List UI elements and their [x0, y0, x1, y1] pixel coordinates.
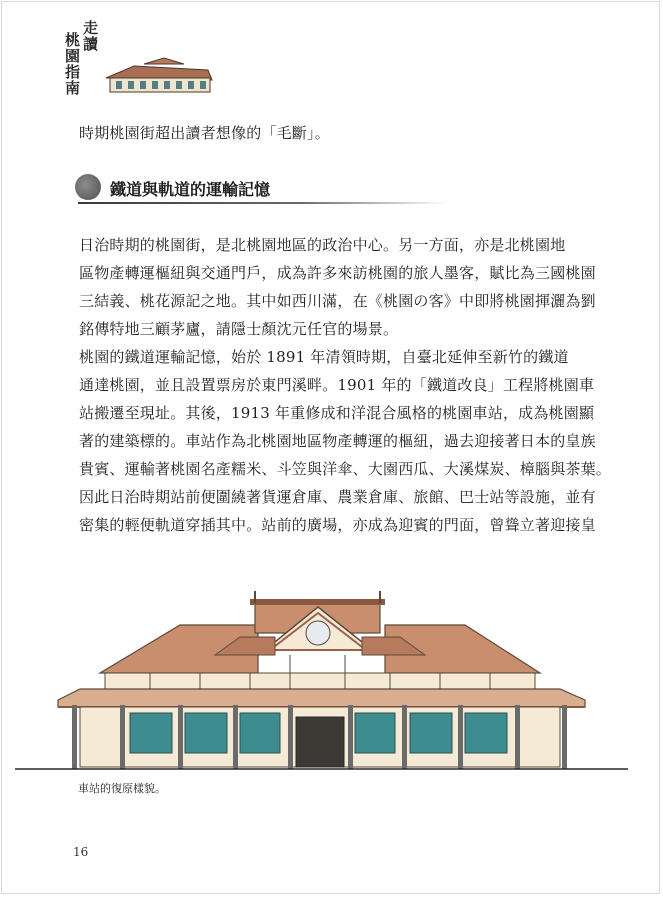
figure-caption: 車站的復原樣貌。 [78, 782, 166, 795]
paragraph-2-line-6: 因此日治時期站前便圍繞著貨運倉庫、農業倉庫、旅館、巴士站等設施，並有 [79, 488, 596, 506]
heading-bullet-icon [75, 174, 101, 200]
paragraph-2-line-5: 貴賓、運輸著桃園名產糯米、斗笠與洋傘、大園西瓜、大溪煤炭、樟腦與茶葉。 [79, 460, 612, 478]
paragraph-2-line-4: 著的建築標的。車站作為北桃園地區物產轉運的樞紐，過去迎接著日本的皇族 [79, 432, 596, 450]
station-illustration [0, 585, 663, 775]
paragraph-1-line-2: 區物產轉運樞紐與交通門戶，成為許多來訪桃園的旅人墨客，賦比為三國桃園 [79, 264, 596, 282]
paragraph-2-line-1: 桃園的鐵道運輸記憶，始於 1891 年清領時期，自臺北延伸至新竹的鐵道 [79, 348, 569, 366]
logo-title-line1: 走讀 [81, 20, 99, 52]
logo-title-line2: 桃園指南 [63, 32, 81, 96]
paragraph-2-line-7: 密集的輕便軌道穿插其中。站前的廣場，亦成為迎賓的門面，曾聳立著迎接皇 [79, 516, 596, 534]
header-logo [44, 18, 174, 100]
paragraph-1-line-4: 銘傳特地三顧茅廬，請隱士顏沈元任官的場景。 [79, 320, 399, 338]
paragraph-2-line-2: 通達桃園，並且設置票房於東門溪畔。1901 年的「鐵道改良」工程將桃園車 [79, 376, 595, 394]
heading-underline [78, 202, 448, 204]
paragraph-1-line-3: 三結義、桃花源記之地。其中如西川滿，在《桃園の客》中即將桃園揮灑為劉 [79, 292, 596, 310]
section-heading [72, 174, 452, 204]
page-number: 16 [73, 845, 89, 859]
section-title: 鐵道與軌道的運輸記憶 [110, 180, 271, 199]
paragraph-2-line-3: 站搬遷至現址。其後，1913 年重修成和洋混合風格的桃園車站，成為桃園顯 [79, 404, 595, 422]
paragraph-1-line-1: 日治時期的桃園街，是北桃園地區的政治中心。另一方面，亦是北桃園地 [79, 236, 566, 254]
intro-line: 時期桃園街超出讀者想像的「毛斷」。 [79, 124, 330, 142]
building-logo-icon [104, 56, 214, 96]
